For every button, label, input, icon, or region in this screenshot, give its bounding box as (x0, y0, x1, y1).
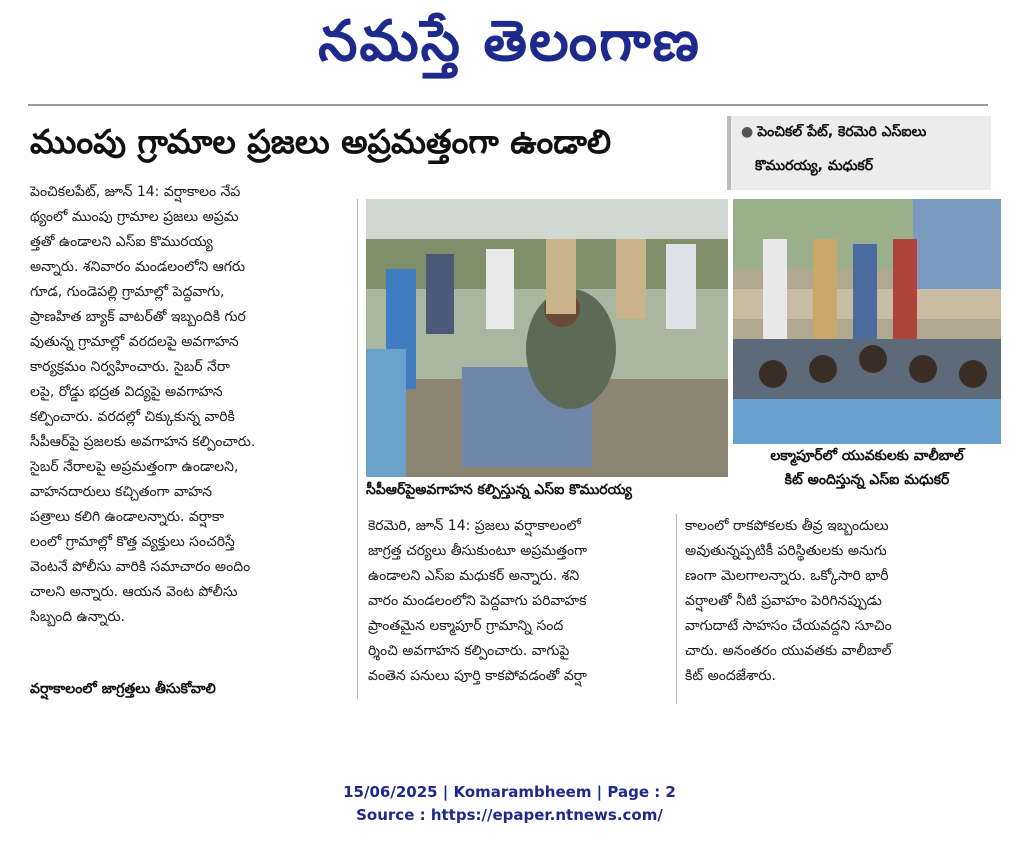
text-line: చారు. అనంతరం యువతకు వాలీబాల్ (685, 643, 892, 659)
text-line: వారం మండలంలోని పెద్దవాగు పరివాహక (368, 593, 587, 609)
text-line: వర్షాలతో నీటి ప్రవాహం పెరిగినప్పుడు (685, 593, 882, 609)
text-line: పత్రాలు కలిగి ఉండాలన్నారు. వర్షాకా (30, 509, 225, 525)
article-column-3 (685, 514, 987, 689)
text-line: త్తతో ఉండాలని ఎస్ఐ కొమురయ్య (30, 234, 213, 250)
text-line: పెంచికలపేట్, జూన్ 14: వర్షాకాలం నేప (30, 184, 241, 200)
text-line: సిబ్బంది ఉన్నారు. (30, 609, 125, 625)
photo-cpr-caption: సీపీఆర్‌పైఅవగాహన కల్పిస్తున్న ఎస్ఐ కొమురయ్య (366, 482, 632, 498)
footer-dateline: 15/06/2025 | Komarambheem | Page : 2 (343, 783, 676, 801)
text-line: అన్నారు. శనివారం మండలంలోని ఆగరు (30, 259, 246, 275)
text-line: లపై, రోడ్డు భద్రత విద్యపై అవగాహన (30, 384, 223, 400)
text-line: ణంగా మెలగాలన్నారు. ఒక్కోసారి భారీ (685, 568, 889, 584)
article-headline: ముంపు గ్రామాల ప్రజలు అప్రమత్తంగా ఉండాలి (30, 122, 612, 161)
text-line: వాహనదారులు కచ్చితంగా వాహన (30, 484, 213, 500)
photo-volleyball-image (733, 199, 1001, 444)
subhead-line-1 (741, 124, 926, 143)
text-line: వుతున్న గ్రామాల్లో వరదలపై అవగాహన (30, 334, 239, 350)
newspaper-masthead: నమస్తే తెలంగాణ (318, 8, 701, 74)
subhead-box (727, 116, 991, 190)
text-line: థ్యంలో ముంపు గ్రామాల ప్రజలు అప్రమ (30, 209, 239, 225)
bullet-icon: ● (741, 124, 754, 140)
photo-volleyball-caption-1: లక్మాపూర్‌లో యువకులకు వాలీబాల్ (770, 448, 964, 464)
text-line: ప్రాంతమైన లక్మాపూర్ గ్రామాన్ని సంద (368, 618, 564, 634)
article-column-2 (368, 514, 668, 689)
photo-volleyball-caption-2: కిట్ అందిస్తున్న ఎస్ఐ మధుకర్ (784, 472, 950, 488)
subhead-text-1: పెంచికల్ పేట్, కెరమెరి ఎస్ఐలు (757, 124, 927, 140)
text-line: ర్శించి అవగాహన కల్పించారు. వాగుపై (368, 643, 570, 659)
text-line: ప్రాణహిత బ్యాక్ వాటర్‌తో ఇబ్బందికి గుర (30, 309, 246, 325)
text-line: కాలంలో రాకపోకలకు తీవ్ర ఇబ్బందులు (685, 518, 889, 534)
text-line: వాగుదాటే సాహసం చేయవద్దని సూచిం (685, 618, 892, 634)
text-line: కార్యక్రమం నిర్వహించారు. సైబర్ నేరా (30, 359, 230, 375)
photo-cpr-image (366, 199, 728, 477)
column-divider-2 (676, 514, 677, 704)
subhead-line-2: కొమురయ్య, మధుకర్ (755, 158, 874, 174)
text-line: వంతెన పనులు పూర్తి కాకపోవడంతో వర్షా (368, 668, 587, 684)
text-line: అవుతున్నప్పటికీ పరిస్థితులకు అనుగు (685, 543, 887, 559)
text-line: ఉండాలని ఎస్ఐ మధుకర్ అన్నారు. శని (368, 568, 580, 584)
photo-volleyball-kit (733, 199, 1001, 444)
text-line: కిట్ అందజేశారు. (685, 668, 776, 684)
text-line: వెంటనే పోలీసు వారికి సమాచారం అందిం (30, 559, 251, 575)
text-line: కెరమెరి, జూన్ 14: ప్రజలు వర్షాకాలంలో (368, 518, 581, 534)
text-line: లంలో గ్రామాల్లో కొత్త వ్యక్తులు సంచరిస్తే (30, 534, 235, 550)
article-column-1 (30, 180, 352, 630)
text-line: సీపీఆర్‌పై ప్రజలకు అవగాహన కల్పించారు. (30, 434, 256, 450)
text-line: చాలని అన్నారు. ఆయన వెంట పోలీసు (30, 584, 238, 600)
text-line: కల్పించారు. వరదల్లో చిక్కుకున్న వారికి (30, 409, 235, 425)
column-divider-1 (357, 199, 358, 699)
photo-cpr-training (366, 199, 728, 477)
footer-source: Source : https://epaper.ntnews.com/ (356, 806, 663, 824)
text-line: గూడ, గుండెపల్లి గ్రామాల్లో పెద్దవాగు, (30, 284, 225, 300)
side-heading: వర్షాకాలంలో జాగ్రత్తలు తీసుకోవాలి (30, 681, 216, 697)
text-line: సైబర్ నేరాలపై అప్రమత్తంగా ఉండాలని, (30, 459, 239, 475)
text-line: జాగ్రత్త చర్యలు తీసుకుంటూ అప్రమత్తంగా (368, 543, 588, 559)
